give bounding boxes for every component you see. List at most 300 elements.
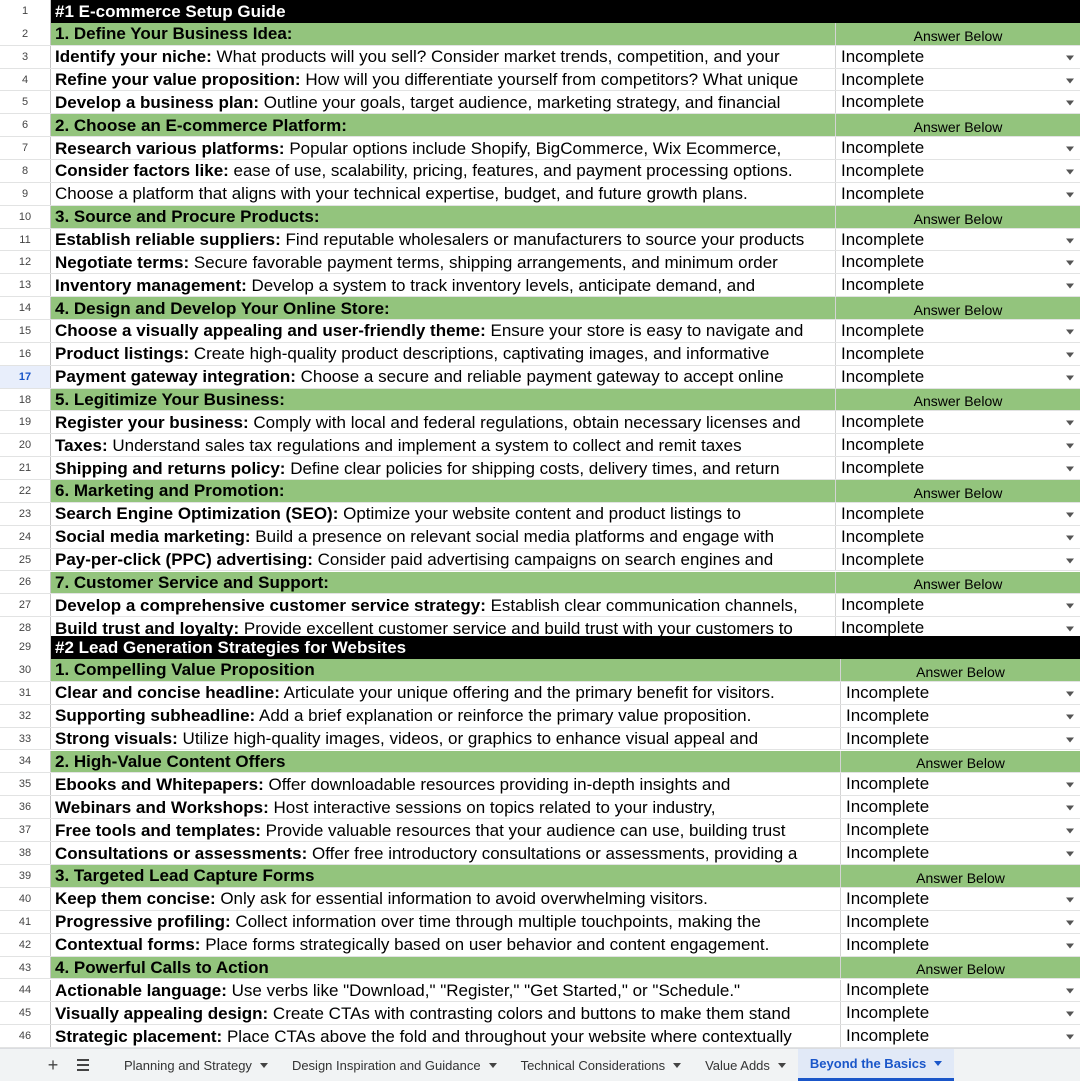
table-row xyxy=(0,705,1080,728)
table-row xyxy=(0,911,1080,934)
task-label: Contextual forms: xyxy=(55,935,201,955)
task-description-cell[interactable] xyxy=(51,251,836,273)
table-row xyxy=(0,796,1080,819)
dropdown-arrow-icon[interactable] xyxy=(1066,238,1074,243)
guide-title-cell[interactable]: #2 Lead Generation Strategies for Websites xyxy=(55,637,407,657)
row-header[interactable]: 17 xyxy=(0,366,51,388)
row-header[interactable]: 9 xyxy=(0,183,51,205)
answer-below-cell[interactable]: Answer Below xyxy=(836,114,1080,136)
task-description-text: Choose a secure and reliable payment gateway to accept online xyxy=(295,367,784,387)
status-value: Incomplete xyxy=(841,618,925,636)
row-header[interactable]: 21 xyxy=(0,457,51,479)
dropdown-arrow-icon[interactable] xyxy=(1066,375,1074,380)
status-dropdown[interactable] xyxy=(841,1002,1080,1024)
row-header[interactable]: 38 xyxy=(0,842,51,864)
dropdown-arrow-icon[interactable] xyxy=(1066,806,1074,811)
row-header[interactable]: 7 xyxy=(0,137,51,159)
task-label: Social media marketing: xyxy=(55,527,251,547)
table-row xyxy=(0,274,1080,297)
task-label: Pay-per-click (PPC) advertising: xyxy=(55,550,313,570)
task-description-text: Build a presence on relevant social media platforms and engage with xyxy=(250,527,775,547)
status-dropdown[interactable] xyxy=(836,503,1080,525)
task-description-cell[interactable] xyxy=(51,911,841,933)
dropdown-arrow-icon[interactable] xyxy=(1066,512,1074,517)
row-header[interactable]: 45 xyxy=(0,1002,51,1024)
row-header[interactable]: 4 xyxy=(0,69,51,91)
dropdown-arrow-icon[interactable] xyxy=(1066,192,1074,197)
row-header[interactable]: 29 xyxy=(0,636,51,659)
section-header-row xyxy=(0,23,1080,46)
chevron-down-icon[interactable] xyxy=(260,1063,268,1068)
row-header[interactable]: 15 xyxy=(0,320,51,342)
task-description-text: Utilize high-quality images, videos, or graphics to enhance visual appeal and xyxy=(177,729,759,749)
table-row xyxy=(0,594,1080,617)
section-header-row xyxy=(0,206,1080,229)
table-row xyxy=(0,320,1080,343)
status-value: Incomplete xyxy=(841,69,925,89)
section-title-cell[interactable]: 2. High-Value Content Offers xyxy=(51,751,841,773)
row-header[interactable]: 8 xyxy=(0,160,51,182)
task-description-cell[interactable] xyxy=(51,796,841,818)
task-label: Taxes: xyxy=(55,435,108,455)
table-row xyxy=(0,46,1080,69)
row-header[interactable]: 19 xyxy=(0,411,51,433)
status-dropdown[interactable] xyxy=(841,911,1080,933)
table-row xyxy=(0,69,1080,92)
task-label: Inventory management: xyxy=(55,275,247,295)
row-header[interactable]: 11 xyxy=(0,229,51,251)
task-description-cell[interactable] xyxy=(51,320,836,342)
sheet-tab-label: Technical Considerations xyxy=(520,1057,666,1073)
task-description-text: What products will you sell? Consider market trends, competition, and your xyxy=(211,47,780,67)
menu-icon xyxy=(77,1059,89,1071)
dropdown-arrow-icon[interactable] xyxy=(1066,421,1074,426)
row-header[interactable]: 25 xyxy=(0,549,51,571)
section-header-row xyxy=(0,957,1080,980)
status-dropdown[interactable] xyxy=(836,320,1080,342)
sheet-tab-label: Design Inspiration and Guidance xyxy=(291,1057,481,1073)
task-description-cell[interactable] xyxy=(51,1025,841,1047)
status-dropdown[interactable] xyxy=(836,91,1080,113)
task-label: Actionable language: xyxy=(55,980,227,1000)
status-dropdown[interactable] xyxy=(836,411,1080,433)
dropdown-arrow-icon[interactable] xyxy=(1066,352,1074,357)
status-value: Incomplete xyxy=(846,980,930,1000)
task-label: Visually appealing design: xyxy=(55,1003,269,1023)
row-header[interactable]: 30 xyxy=(0,659,51,681)
status-value: Incomplete xyxy=(846,934,930,954)
row-header[interactable]: 6 xyxy=(0,114,51,136)
task-description-cell[interactable] xyxy=(51,980,841,1002)
sheet-tab[interactable] xyxy=(509,1049,694,1081)
table-row xyxy=(0,549,1080,572)
status-value: Incomplete xyxy=(841,46,925,66)
task-description-text: Choose a platform that aligns with your technical expertise, budget, and future growth plans. xyxy=(55,184,748,204)
task-description-text: Articulate your unique offering and the primary benefit for visitors. xyxy=(279,683,775,703)
dropdown-arrow-icon[interactable] xyxy=(1066,169,1074,174)
answer-below-cell[interactable]: Answer Below xyxy=(836,389,1080,411)
row-header[interactable]: 36 xyxy=(0,796,51,818)
status-dropdown[interactable] xyxy=(841,796,1080,818)
task-description-cell[interactable] xyxy=(51,549,836,571)
title-row xyxy=(0,636,1080,659)
status-dropdown[interactable] xyxy=(836,366,1080,388)
task-label: Free tools and templates: xyxy=(55,820,261,840)
status-value: Incomplete xyxy=(841,458,925,478)
task-description-text: Create CTAs with contrasting colors and buttons to make them stand xyxy=(268,1003,791,1023)
section-title-cell[interactable]: 2. Choose an E-commerce Platform: xyxy=(51,114,836,136)
task-label: Research various platforms: xyxy=(55,138,285,158)
guide-title-cell[interactable]: #1 E-commerce Setup Guide xyxy=(55,1,286,21)
status-dropdown[interactable] xyxy=(836,434,1080,456)
status-dropdown[interactable] xyxy=(836,69,1080,91)
answer-below-cell[interactable]: Answer Below xyxy=(841,659,1080,681)
dropdown-arrow-icon[interactable] xyxy=(1066,897,1074,902)
dropdown-arrow-icon[interactable] xyxy=(1066,604,1074,609)
section-title-cell[interactable]: 5. Legitimize Your Business: xyxy=(51,389,836,411)
answer-below-cell[interactable]: Answer Below xyxy=(836,206,1080,228)
sheet-panel-lead-generation xyxy=(0,636,1080,1048)
task-description-text: Understand sales tax regulations and implement a system to collect and remit taxes xyxy=(107,435,742,455)
status-value: Incomplete xyxy=(841,160,925,180)
task-description-text: Only ask for essential information to avoid overwhelming visitors. xyxy=(215,889,708,909)
task-description-text: Collect information over time through multiple touchpoints, making the xyxy=(230,912,761,932)
dropdown-arrow-icon[interactable] xyxy=(1066,78,1074,83)
dropdown-arrow-icon[interactable] xyxy=(1066,691,1074,696)
dropdown-arrow-icon[interactable] xyxy=(1066,989,1074,994)
chevron-down-icon[interactable] xyxy=(673,1063,681,1068)
table-row xyxy=(0,682,1080,705)
task-description-text: Optimize your website content and product listings to xyxy=(338,504,741,524)
task-label: Clear and concise headline: xyxy=(55,683,280,703)
task-description-cell[interactable] xyxy=(51,457,836,479)
sheet-tab[interactable] xyxy=(798,1049,954,1081)
status-dropdown[interactable] xyxy=(841,682,1080,704)
task-label: Consider factors like: xyxy=(55,161,229,181)
row-header[interactable]: 26 xyxy=(0,572,51,594)
section-header-row xyxy=(0,114,1080,137)
task-description-text: Use verbs like "Download," "Register," "Get Started," or "Schedule." xyxy=(226,980,741,1000)
title-row xyxy=(0,0,1080,23)
chevron-down-icon[interactable] xyxy=(934,1061,942,1066)
section-title-cell[interactable]: 3. Targeted Lead Capture Forms xyxy=(51,865,841,887)
section-header-row xyxy=(0,751,1080,774)
task-description-cell[interactable] xyxy=(51,773,841,795)
task-label: Product listings: xyxy=(55,344,190,364)
row-header[interactable]: 46 xyxy=(0,1025,51,1047)
status-dropdown[interactable] xyxy=(836,343,1080,365)
add-sheet-button[interactable] xyxy=(38,1049,68,1081)
status-value: Incomplete xyxy=(841,229,925,249)
task-description-cell[interactable] xyxy=(51,137,836,159)
task-description-text: Consider paid advertising campaigns on search engines and xyxy=(312,550,774,570)
dropdown-arrow-icon[interactable] xyxy=(1066,467,1074,472)
section-title-cell[interactable]: 4. Design and Develop Your Online Store: xyxy=(51,297,836,319)
task-description-cell[interactable] xyxy=(51,526,836,548)
row-header[interactable]: 35 xyxy=(0,773,51,795)
status-value: Incomplete xyxy=(841,503,925,523)
status-dropdown[interactable] xyxy=(841,980,1080,1002)
task-description-text: Ensure your store is easy to navigate and xyxy=(485,321,804,341)
row-header[interactable]: 32 xyxy=(0,705,51,727)
status-dropdown[interactable] xyxy=(836,160,1080,182)
answer-below-cell[interactable]: Answer Below xyxy=(836,23,1080,45)
task-description-cell[interactable] xyxy=(51,728,841,750)
status-dropdown[interactable] xyxy=(841,842,1080,864)
status-dropdown[interactable] xyxy=(836,617,1080,636)
status-dropdown[interactable] xyxy=(836,229,1080,251)
dropdown-arrow-icon[interactable] xyxy=(1066,558,1074,563)
row-header[interactable]: 12 xyxy=(0,251,51,273)
dropdown-arrow-icon[interactable] xyxy=(1066,943,1074,948)
table-row xyxy=(0,411,1080,434)
task-label: Develop a business plan: xyxy=(55,92,260,112)
status-dropdown[interactable] xyxy=(836,594,1080,616)
table-row xyxy=(0,526,1080,549)
row-header[interactable]: 5 xyxy=(0,91,51,113)
status-dropdown[interactable] xyxy=(841,888,1080,910)
status-dropdown[interactable] xyxy=(841,728,1080,750)
status-value: Incomplete xyxy=(841,183,925,203)
task-description-cell[interactable] xyxy=(51,503,836,525)
dropdown-arrow-icon[interactable] xyxy=(1066,920,1074,925)
task-description-text: Place CTAs above the fold and throughout your website where contextually xyxy=(222,1026,792,1046)
table-row xyxy=(0,888,1080,911)
task-description-cell[interactable] xyxy=(51,819,841,841)
status-dropdown[interactable] xyxy=(836,137,1080,159)
sheet-tab[interactable] xyxy=(280,1049,509,1081)
task-description-cell[interactable] xyxy=(51,229,836,251)
status-value: Incomplete xyxy=(846,843,930,863)
task-description-cell[interactable] xyxy=(51,434,836,456)
dropdown-arrow-icon[interactable] xyxy=(1066,1012,1074,1017)
section-title-cell[interactable]: 1. Compelling Value Proposition xyxy=(51,659,841,681)
dropdown-arrow-icon[interactable] xyxy=(1066,627,1074,632)
status-value: Incomplete xyxy=(841,343,925,363)
task-description-cell[interactable] xyxy=(51,46,836,68)
status-value: Incomplete xyxy=(841,92,925,112)
chevron-down-icon[interactable] xyxy=(489,1063,497,1068)
task-description-text: Offer downloadable resources providing in-depth insights and xyxy=(263,774,731,794)
status-value: Incomplete xyxy=(846,888,930,908)
sheet-tab[interactable] xyxy=(112,1049,280,1081)
row-header[interactable]: 42 xyxy=(0,934,51,956)
task-description-text: How will you differentiate yourself from competitors? What unique xyxy=(300,70,799,89)
status-value: Incomplete xyxy=(841,549,925,569)
status-dropdown[interactable] xyxy=(841,1025,1080,1047)
status-dropdown[interactable] xyxy=(841,773,1080,795)
row-header[interactable]: 1 xyxy=(0,0,51,23)
row-header[interactable]: 40 xyxy=(0,888,51,910)
task-description-cell[interactable] xyxy=(51,842,841,864)
table-row xyxy=(0,773,1080,796)
answer-below-cell[interactable]: Answer Below xyxy=(836,480,1080,502)
section-header-row xyxy=(0,297,1080,320)
section-title-cell[interactable]: 4. Powerful Calls to Action xyxy=(51,957,841,979)
sheet-tab-label: Value Adds xyxy=(705,1057,770,1073)
status-value: Incomplete xyxy=(841,595,925,615)
status-dropdown[interactable] xyxy=(836,274,1080,296)
row-header[interactable]: 23 xyxy=(0,503,51,525)
task-description-cell[interactable] xyxy=(51,343,836,365)
row-header[interactable]: 22 xyxy=(0,480,51,502)
dropdown-arrow-icon[interactable] xyxy=(1066,1035,1074,1040)
dropdown-arrow-icon[interactable] xyxy=(1066,444,1074,449)
task-description-cell[interactable] xyxy=(51,274,836,296)
section-title-cell[interactable]: 1. Define Your Business Idea: xyxy=(51,23,836,45)
status-value: Incomplete xyxy=(841,275,925,295)
task-label: Consultations or assessments: xyxy=(55,843,308,863)
task-description-text: Establish clear communication channels, xyxy=(485,595,798,615)
table-row xyxy=(0,229,1080,252)
task-description-text: Outline your goals, target audience, marketing strategy, and financial xyxy=(259,92,781,112)
status-dropdown[interactable] xyxy=(836,251,1080,273)
status-value: Incomplete xyxy=(846,1026,930,1046)
dropdown-arrow-icon[interactable] xyxy=(1066,101,1074,106)
task-label: Search Engine Optimization (SEO): xyxy=(55,504,339,524)
sheet-tab[interactable] xyxy=(693,1049,798,1081)
task-label: Shipping and returns policy: xyxy=(55,458,286,478)
task-description-text: Provide valuable resources that your audience can use, building trust xyxy=(260,820,786,840)
row-header[interactable]: 20 xyxy=(0,434,51,456)
dropdown-arrow-icon[interactable] xyxy=(1066,535,1074,540)
dropdown-arrow-icon[interactable] xyxy=(1066,714,1074,719)
section-title-cell[interactable]: 7. Customer Service and Support: xyxy=(51,572,836,594)
table-row xyxy=(0,160,1080,183)
task-label: Webinars and Workshops: xyxy=(55,797,269,817)
answer-below-cell[interactable]: Answer Below xyxy=(841,957,1080,979)
task-description-cell[interactable] xyxy=(51,888,841,910)
task-description-cell[interactable] xyxy=(51,160,836,182)
status-dropdown[interactable] xyxy=(841,934,1080,956)
status-dropdown[interactable] xyxy=(841,705,1080,727)
dropdown-arrow-icon[interactable] xyxy=(1066,55,1074,60)
status-value: Incomplete xyxy=(846,1003,930,1023)
table-row xyxy=(0,934,1080,957)
task-label: Progressive profiling: xyxy=(55,912,231,932)
task-description-cell[interactable] xyxy=(51,682,841,704)
task-label: Payment gateway integration: xyxy=(55,367,296,387)
row-header[interactable]: 44 xyxy=(0,980,51,1002)
task-description-text: Find reputable wholesalers or manufacturers to source your products xyxy=(280,230,805,250)
task-label: Supporting subheadline: xyxy=(55,706,256,726)
dropdown-arrow-icon[interactable] xyxy=(1066,783,1074,788)
status-dropdown[interactable] xyxy=(841,819,1080,841)
task-description-text: Host interactive sessions on topics related to your industry, xyxy=(268,797,716,817)
status-value: Incomplete xyxy=(846,820,930,840)
dropdown-arrow-icon[interactable] xyxy=(1066,147,1074,152)
table-row xyxy=(0,366,1080,389)
task-description-cell[interactable] xyxy=(51,594,836,616)
task-label: Refine your value proposition: xyxy=(55,70,301,89)
row-header[interactable]: 37 xyxy=(0,819,51,841)
row-header[interactable]: 39 xyxy=(0,865,51,887)
answer-below-cell[interactable]: Answer Below xyxy=(836,572,1080,594)
task-label: Keep them concise: xyxy=(55,889,216,909)
row-header[interactable]: 16 xyxy=(0,343,51,365)
task-description-cell[interactable] xyxy=(51,183,836,205)
task-description-cell[interactable] xyxy=(51,91,836,113)
row-header[interactable]: 34 xyxy=(0,751,51,773)
task-description-text: Secure favorable payment terms, shipping arrangements, and minimum order xyxy=(189,252,778,272)
dropdown-arrow-icon[interactable] xyxy=(1066,737,1074,742)
row-header[interactable]: 10 xyxy=(0,206,51,228)
task-description-cell[interactable] xyxy=(51,411,836,433)
sheet-tab-bar xyxy=(0,1048,1080,1081)
row-header[interactable]: 33 xyxy=(0,728,51,750)
status-value: Incomplete xyxy=(841,526,925,546)
task-description-text: Offer free introductory consultations or assessments, providing a xyxy=(307,843,798,863)
row-header[interactable]: 24 xyxy=(0,526,51,548)
dropdown-arrow-icon[interactable] xyxy=(1066,329,1074,334)
status-value: Incomplete xyxy=(841,320,925,340)
task-description-cell[interactable] xyxy=(51,705,841,727)
status-value: Incomplete xyxy=(841,138,925,158)
task-label: Develop a comprehensive customer service strategy: xyxy=(55,595,486,615)
table-row xyxy=(0,728,1080,751)
task-description-text: Comply with local and federal regulations, obtain necessary licenses and xyxy=(248,412,801,432)
chevron-down-icon[interactable] xyxy=(778,1063,786,1068)
row-header[interactable]: 41 xyxy=(0,911,51,933)
answer-below-cell[interactable]: Answer Below xyxy=(841,751,1080,773)
row-header[interactable]: 31 xyxy=(0,682,51,704)
section-title-cell[interactable]: 6. Marketing and Promotion: xyxy=(51,480,836,502)
status-dropdown[interactable] xyxy=(836,46,1080,68)
answer-below-cell[interactable]: Answer Below xyxy=(836,297,1080,319)
table-row xyxy=(0,91,1080,114)
all-sheets-button[interactable] xyxy=(68,1049,98,1081)
plus-icon: + xyxy=(47,1054,59,1075)
row-header[interactable]: 27 xyxy=(0,594,51,616)
task-description-text: Develop a system to track inventory levels, anticipate demand, and xyxy=(246,275,756,295)
task-description-text: ease of use, scalability, pricing, features, and payment processing options. xyxy=(228,161,793,181)
dropdown-arrow-icon[interactable] xyxy=(1066,829,1074,834)
task-description-cell[interactable] xyxy=(51,366,836,388)
task-label: Register your business: xyxy=(55,412,249,432)
row-header[interactable]: 14 xyxy=(0,297,51,319)
answer-below-cell[interactable]: Answer Below xyxy=(841,865,1080,887)
status-dropdown[interactable] xyxy=(836,183,1080,205)
task-label: Choose a visually appealing and user-friendly theme: xyxy=(55,321,486,341)
task-description-text: Provide excellent customer service and build trust with your customers to xyxy=(239,618,793,636)
row-header[interactable]: 13 xyxy=(0,274,51,296)
row-header[interactable]: 18 xyxy=(0,389,51,411)
row-header[interactable]: 3 xyxy=(0,46,51,68)
row-header[interactable]: 28 xyxy=(0,617,51,636)
row-header[interactable]: 43 xyxy=(0,957,51,979)
section-title-cell[interactable]: 3. Source and Procure Products: xyxy=(51,206,836,228)
section-header-row xyxy=(0,572,1080,595)
status-dropdown[interactable] xyxy=(836,457,1080,479)
table-row xyxy=(0,503,1080,526)
task-description-cell[interactable] xyxy=(51,934,841,956)
dropdown-arrow-icon[interactable] xyxy=(1066,261,1074,266)
status-dropdown[interactable] xyxy=(836,526,1080,548)
section-header-row xyxy=(0,480,1080,503)
dropdown-arrow-icon[interactable] xyxy=(1066,284,1074,289)
dropdown-arrow-icon[interactable] xyxy=(1066,852,1074,857)
task-description-cell[interactable] xyxy=(51,69,836,91)
task-description-text: Add a brief explanation or reinforce the primary value proposition. xyxy=(255,706,752,726)
status-value: Incomplete xyxy=(846,728,930,748)
row-header[interactable]: 2 xyxy=(0,23,51,45)
task-description-cell[interactable] xyxy=(51,617,836,636)
status-value: Incomplete xyxy=(846,911,930,931)
status-value: Incomplete xyxy=(841,412,925,432)
task-description-cell[interactable] xyxy=(51,1002,841,1024)
task-label: Identify your niche: xyxy=(55,47,212,67)
status-dropdown[interactable] xyxy=(836,549,1080,571)
